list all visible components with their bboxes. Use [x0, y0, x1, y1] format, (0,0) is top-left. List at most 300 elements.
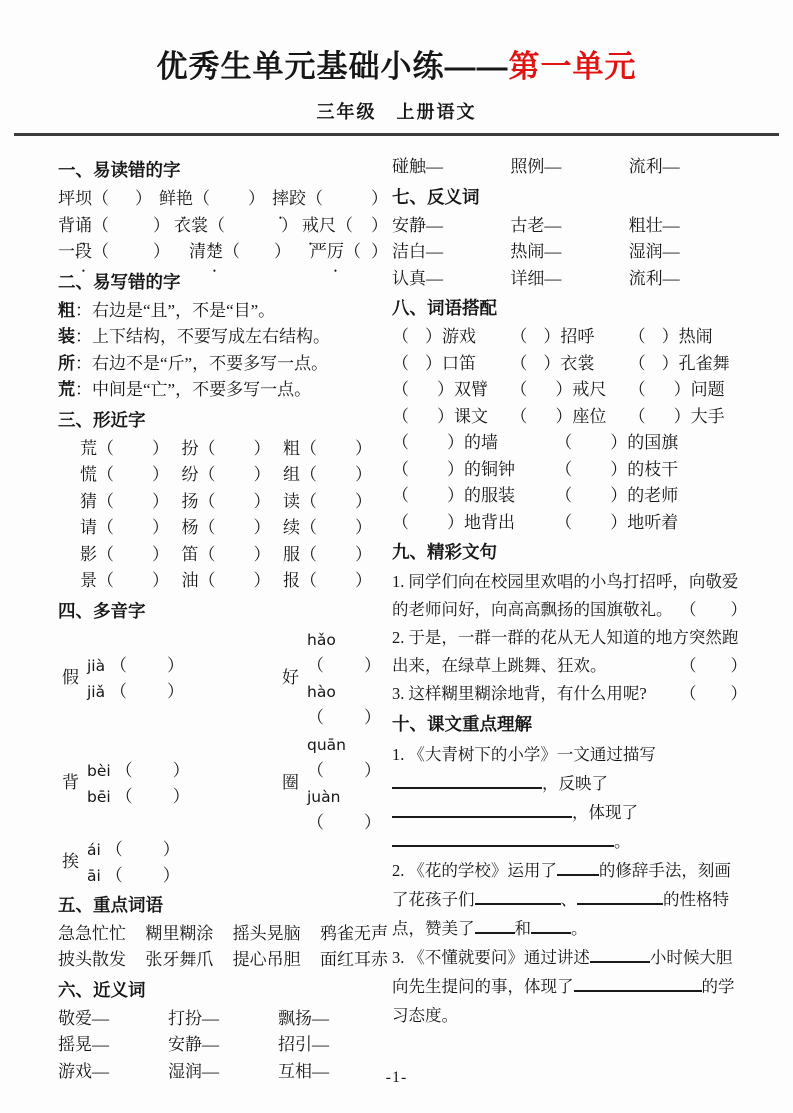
match-item: [510, 377, 628, 404]
paren-close-glyph: ）: [661, 327, 679, 347]
pinyin-reading: [307, 627, 388, 679]
paren-open-glyph: （: [198, 571, 216, 591]
page-header: [0, 0, 793, 136]
answer-paren: [223, 242, 291, 261]
term: [58, 186, 152, 213]
word-pair-item: 认真—: [392, 268, 443, 288]
paren-close-glyph: ）: [555, 406, 573, 426]
subtitle: 三年级 上册语文: [316, 102, 477, 123]
answer-paren: [629, 354, 679, 373]
answer-paren: [510, 380, 572, 399]
section-heading: 九、精彩文句: [392, 542, 497, 563]
similar-char-item: [80, 515, 169, 542]
term: [159, 186, 265, 213]
term-char: 衣: [174, 215, 191, 235]
match-item: [510, 324, 628, 351]
similar-char-row: [58, 489, 388, 516]
similar-char-item: [283, 462, 372, 489]
paren-close-glyph: ）: [371, 189, 388, 209]
section-heading: 七、反义词: [392, 186, 480, 207]
sentence-text: 于是，一群一群的花从无人知道的地方突然跑出来，在绿草上跳舞、狂欢。: [392, 628, 739, 676]
paren-open-glyph: （: [110, 681, 128, 701]
polyphone-row: [58, 837, 388, 889]
paren-close-glyph: ）: [364, 655, 381, 675]
paren-close-glyph: ）: [437, 380, 454, 400]
paren-close-glyph: ）: [447, 433, 464, 453]
fill-item: [392, 740, 747, 856]
fill-text: 、: [560, 890, 577, 910]
answer-paren: [97, 518, 169, 537]
note-line: [58, 377, 388, 404]
paren-open-glyph: （: [92, 189, 109, 209]
paren-close-glyph: ）: [135, 189, 152, 209]
answer-paren: [300, 571, 372, 590]
paren-close-glyph: ）: [610, 459, 628, 479]
key-words-row: [58, 947, 388, 974]
word-pair-item: 古老—: [510, 215, 562, 235]
fill-text: 。: [571, 919, 588, 939]
paren-open-glyph: （: [628, 353, 646, 373]
polyphone-readings: [87, 758, 190, 810]
match-row: [392, 404, 747, 431]
paren-close-glyph: ）: [172, 760, 190, 780]
polyphone-readings: [87, 837, 180, 889]
answer-paren: [680, 596, 747, 624]
paren-close-glyph: ）: [447, 459, 464, 479]
key-word: 糊里糊涂: [145, 923, 214, 943]
paren-open-glyph: （: [193, 189, 210, 209]
match-item: [392, 377, 510, 404]
paren-open-glyph: （: [300, 438, 317, 458]
similar-char: 影: [80, 544, 97, 564]
word-pair-item: 粗壮—: [628, 215, 680, 235]
paren-close-glyph: ）: [447, 512, 464, 532]
section-heading: 六、近义词: [58, 979, 146, 1000]
answer-paren: [392, 354, 442, 373]
term-row: [58, 213, 388, 240]
word-pair-row: [392, 213, 747, 240]
term: [58, 239, 170, 266]
answer-paren: [193, 189, 265, 208]
fill-text: 《花的学校》运用了: [408, 861, 557, 881]
sentence-number: 1.: [392, 572, 405, 592]
fill-blank: [392, 830, 614, 847]
similar-char-item: [182, 515, 271, 542]
similar-char: 笛: [181, 544, 199, 564]
paren-close-glyph: ）: [555, 380, 573, 400]
paren-open-glyph: （: [344, 242, 361, 262]
word-pair-item: 碰触—: [392, 157, 443, 177]
term: [189, 239, 291, 266]
paren-close-glyph: ）: [152, 571, 169, 591]
answer-paren: [208, 216, 298, 235]
match-word: 的服装: [464, 486, 515, 506]
paren-open-glyph: （: [208, 215, 225, 235]
pinyin-text: āi: [87, 866, 106, 885]
answer-paren: [199, 465, 271, 484]
similar-char-item: [80, 489, 169, 516]
answer-paren: [97, 545, 169, 564]
note-lead-char: 装: [58, 327, 75, 347]
paren-close-glyph: ）: [425, 353, 442, 373]
fill-text: 的性格特点，赞美了: [392, 890, 729, 939]
similar-char-row: [58, 436, 388, 463]
match-item: [392, 404, 510, 431]
answer-paren: [680, 652, 747, 680]
match-item: [555, 483, 747, 510]
paren-open-glyph: （: [555, 486, 573, 506]
answer-paren: [92, 216, 170, 235]
paren-open-glyph: （: [510, 353, 528, 373]
answer-paren: [92, 242, 170, 261]
note-line: [58, 298, 388, 325]
paren-close-glyph: ）: [425, 327, 442, 347]
paren-open-glyph: （: [300, 544, 317, 564]
paren-close-glyph: ）: [152, 544, 169, 564]
word-pair-item: 游戏—: [58, 1061, 109, 1081]
answer-paren: [300, 518, 372, 537]
paren-open-glyph: （: [105, 865, 123, 885]
match-item: [629, 324, 747, 351]
paren-open-glyph: （: [628, 327, 646, 347]
term-char: 背: [58, 215, 75, 235]
pinyin-reading: [307, 732, 388, 784]
match-item: [629, 404, 747, 431]
paren-open-glyph: （: [97, 518, 114, 538]
answer-paren: [510, 354, 560, 373]
answer-paren: [106, 840, 180, 859]
paren-close-glyph: ）: [162, 839, 180, 859]
word-pair-item: 招引—: [278, 1035, 329, 1055]
fill-blank: [475, 917, 515, 934]
paren-open-glyph: （: [115, 760, 133, 780]
paren-close-glyph: ）: [543, 353, 561, 373]
match-row: [392, 430, 747, 457]
worksheet-body: [0, 136, 793, 1085]
answer-paren: [199, 439, 271, 458]
match-word: 游戏: [442, 327, 476, 347]
match-row: [392, 377, 747, 404]
word-pair-item: 流利—: [628, 157, 680, 177]
answer-paren: [300, 545, 372, 564]
paren-open-glyph: （: [300, 571, 317, 591]
paren-open-glyph: （: [307, 707, 324, 727]
section-heading: 五、重点词语: [58, 894, 163, 915]
word-pair-row: [392, 239, 747, 266]
key-word: 急急忙忙: [58, 923, 126, 943]
answer-paren: [199, 545, 271, 564]
fill-item: [392, 943, 747, 1030]
pinyin-text: juàn: [307, 787, 341, 806]
match-item: [392, 510, 555, 537]
match-word: 问题: [690, 380, 725, 400]
note-text: ：右边是“且”，不是“目”。: [75, 300, 276, 320]
similar-char: 续: [283, 518, 300, 538]
match-item: [555, 457, 747, 484]
similar-char: 请: [80, 518, 97, 538]
key-word: 张牙舞爪: [145, 950, 214, 970]
answer-paren: [307, 656, 381, 675]
word-pair-item: 互相—: [278, 1061, 329, 1081]
paren-open-glyph: （: [307, 655, 324, 675]
section-heading: 二、易写错的字: [58, 271, 181, 292]
paren-open-glyph: （: [198, 544, 216, 564]
polyphone-group: [58, 837, 278, 889]
match-item: [555, 510, 747, 537]
pinyin-text: bēi: [87, 787, 116, 806]
term: [302, 213, 388, 240]
word-pair-row: [58, 1032, 388, 1059]
paren-close-glyph: ）: [364, 760, 381, 780]
page-title: [0, 48, 793, 85]
term-char-emphasized: 坝: [75, 189, 92, 209]
match-item: [392, 430, 555, 457]
similar-char-row: [58, 542, 388, 569]
similar-char-item: [80, 568, 169, 595]
match-word: 地听着: [627, 512, 679, 532]
paren-close-glyph: ）: [447, 486, 464, 506]
sentence-item: [392, 568, 747, 624]
answer-paren: [300, 439, 372, 458]
match-word: 热闹: [678, 327, 713, 347]
paren-open-glyph: （: [115, 786, 133, 806]
term-char-emphasized: 诵: [75, 215, 92, 235]
key-word: 面红耳赤: [319, 950, 388, 970]
note-line: [58, 324, 388, 351]
pinyin-reading: [307, 784, 388, 836]
fill-blank: [392, 801, 572, 818]
paren-close-glyph: ）: [253, 465, 271, 485]
term-char-emphasized: 段: [75, 242, 92, 262]
paren-open-glyph: （: [392, 433, 409, 453]
polyphone-char: 背: [62, 773, 79, 793]
term-char-emphasized: 戒: [302, 215, 319, 235]
polyphone-char: 假: [62, 668, 79, 688]
key-word: 摇头晃脑: [232, 923, 301, 943]
answer-paren: [110, 656, 184, 675]
match-item: [392, 483, 555, 510]
match-item: [555, 430, 747, 457]
answer-paren: [510, 327, 560, 346]
fill-text: ，体现了: [572, 803, 638, 823]
match-word: 的枝干: [627, 459, 679, 479]
paren-close-glyph: ）: [355, 544, 372, 564]
match-item: [392, 324, 510, 351]
paren-close-glyph: ）: [274, 242, 291, 262]
section-heading: 八、词语搭配: [392, 298, 497, 319]
paren-close-glyph: ）: [153, 242, 170, 262]
pinyin-reading: [87, 837, 180, 863]
note-line: [58, 351, 388, 378]
answer-paren: [680, 680, 747, 708]
paren-close-glyph: ）: [167, 681, 185, 701]
similar-char-item: [283, 568, 372, 595]
paren-open-glyph: （: [555, 512, 573, 532]
term-char: 严: [310, 242, 327, 262]
note-lead-char: 粗: [58, 300, 75, 320]
sentence-text: 同学们向在校园里欢唱的小鸟打招呼，向敬爱的老师问好，向高高飘扬的国旗敬礼。: [392, 572, 739, 620]
answer-paren: [97, 571, 169, 590]
paren-open-glyph: （: [97, 491, 114, 511]
key-word: 鸦雀无声: [319, 923, 388, 943]
sentence-item: [392, 624, 747, 680]
paren-open-glyph: （: [198, 518, 216, 538]
similar-char-item: [80, 462, 169, 489]
fill-text: 《不懂就要问》通过讲述: [408, 948, 590, 968]
paren-close-glyph: ）: [730, 684, 747, 704]
section-heading: 四、多音字: [58, 600, 146, 621]
paren-close-glyph: ）: [253, 518, 271, 538]
word-pair-row: [392, 266, 747, 293]
pinyin-text: jiǎ: [87, 682, 111, 701]
polyphone-group: [58, 758, 278, 810]
paren-open-glyph: （: [392, 327, 409, 347]
answer-paren: [306, 189, 388, 208]
word-pair-item: 打扮—: [168, 1008, 219, 1028]
similar-char: 猜: [80, 491, 97, 511]
similar-char: 杨: [181, 518, 199, 538]
answer-paren: [116, 787, 190, 806]
similar-char-item: [283, 436, 372, 463]
title-red-part: 第一单元: [508, 49, 637, 84]
polyphone-readings: [307, 732, 388, 836]
fill-text: 小时候大胆向先生提问的事，体现了: [392, 948, 733, 997]
similar-char: 荒: [80, 438, 97, 458]
term: [272, 186, 388, 213]
key-word: 披头散发: [58, 950, 126, 970]
fill-blank: [577, 888, 663, 905]
term: [310, 239, 388, 266]
paren-close-glyph: ）: [152, 491, 169, 511]
paren-close-glyph: ）: [167, 655, 185, 675]
match-row: [392, 483, 747, 510]
match-word: 衣裳: [560, 353, 595, 373]
match-row: [392, 510, 747, 537]
similar-char: 扮: [181, 438, 199, 458]
polyphone-char: 挨: [62, 852, 79, 872]
pinyin-reading: [307, 679, 388, 731]
section-heading: 三、形近字: [58, 409, 146, 430]
paren-close-glyph: ）: [355, 518, 372, 538]
match-item: [392, 457, 555, 484]
answer-paren: [392, 407, 454, 426]
pinyin-text: bèi: [87, 761, 116, 780]
paren-open-glyph: （: [105, 839, 123, 859]
term-char: 坪: [58, 189, 75, 209]
title-black-part: 优秀生单元基础小练——: [156, 49, 509, 84]
answer-paren: [344, 242, 388, 261]
paren-open-glyph: （: [392, 512, 409, 532]
paren-open-glyph: （: [392, 380, 409, 400]
term-char-emphasized: 摔: [272, 189, 289, 209]
term-char-emphasized: 厉: [327, 242, 344, 262]
paren-close-glyph: ）: [610, 486, 628, 506]
similar-char: 组: [283, 465, 300, 485]
paren-open-glyph: （: [307, 760, 324, 780]
paren-close-glyph: ）: [355, 571, 372, 591]
word-pair-item: 湿润—: [168, 1061, 219, 1081]
paren-close-glyph: ）: [152, 438, 169, 458]
paren-open-glyph: （: [336, 215, 353, 235]
paren-close-glyph: ）: [152, 465, 169, 485]
word-pair-item: 洁白—: [392, 242, 443, 262]
paren-open-glyph: （: [97, 571, 114, 591]
answer-paren: [555, 513, 627, 532]
term-char: 一: [58, 242, 75, 262]
answer-paren: [392, 513, 464, 532]
column-right: [392, 154, 747, 1085]
word-pair-row: [58, 1006, 388, 1033]
paren-open-glyph: （: [198, 465, 216, 485]
answer-paren: [307, 708, 381, 727]
match-item: [629, 351, 747, 378]
similar-char: 读: [283, 491, 300, 511]
paren-open-glyph: （: [198, 491, 216, 511]
paren-open-glyph: （: [392, 406, 409, 426]
match-word: 孔雀舞: [678, 353, 730, 373]
paren-open-glyph: （: [97, 544, 114, 564]
word-pair-item: 摇晃—: [58, 1035, 109, 1055]
pinyin-reading: [87, 679, 184, 705]
answer-paren: [392, 486, 464, 505]
answer-paren: [392, 433, 464, 452]
word-pair-item: 详细—: [510, 268, 562, 288]
paren-close-glyph: ）: [543, 327, 561, 347]
note-lead-char: 所: [58, 353, 75, 373]
paren-open-glyph: （: [110, 655, 128, 675]
pinyin-reading: [87, 863, 180, 889]
similar-char-row: [58, 568, 388, 595]
key-word: 提心吊胆: [232, 950, 301, 970]
answer-paren: [307, 813, 381, 832]
pinyin-text: quān: [307, 735, 346, 754]
paren-open-glyph: （: [97, 438, 114, 458]
paren-close-glyph: ）: [162, 865, 180, 885]
pinyin-reading: [87, 653, 184, 679]
paren-open-glyph: （: [300, 518, 317, 538]
match-row: [392, 324, 747, 351]
fill-number: 1.: [392, 745, 405, 765]
paren-open-glyph: （: [223, 242, 240, 262]
sentence-number: 3.: [392, 684, 405, 704]
similar-char-row: [58, 462, 388, 489]
paren-close-glyph: ）: [253, 571, 271, 591]
paren-close-glyph: ）: [364, 707, 381, 727]
page-number: -1-: [385, 1069, 408, 1086]
paren-close-glyph: ）: [248, 189, 265, 209]
fill-text: 的修辞手法，刻画了花孩子们: [392, 861, 731, 910]
match-word: 戒尺: [572, 380, 607, 400]
fill-text: 和: [514, 919, 531, 939]
similar-char: 油: [181, 571, 199, 591]
answer-paren: [97, 465, 169, 484]
note-lead-char: 荒: [58, 380, 75, 400]
similar-char-item: [283, 515, 372, 542]
similar-char-item: [182, 462, 271, 489]
similar-char-item: [182, 436, 271, 463]
paren-open-glyph: （: [510, 406, 528, 426]
answer-paren: [199, 492, 271, 511]
fill-text: 的学习态度。: [392, 977, 735, 1026]
term-char: 清: [189, 242, 206, 262]
paren-open-glyph: （: [392, 353, 409, 373]
polyphone-char: 圈: [282, 773, 299, 793]
term: [58, 213, 170, 240]
paren-close-glyph: ）: [730, 600, 747, 620]
paren-open-glyph: （: [92, 215, 109, 235]
paren-close-glyph: ）: [153, 215, 170, 235]
paren-open-glyph: （: [510, 380, 528, 400]
